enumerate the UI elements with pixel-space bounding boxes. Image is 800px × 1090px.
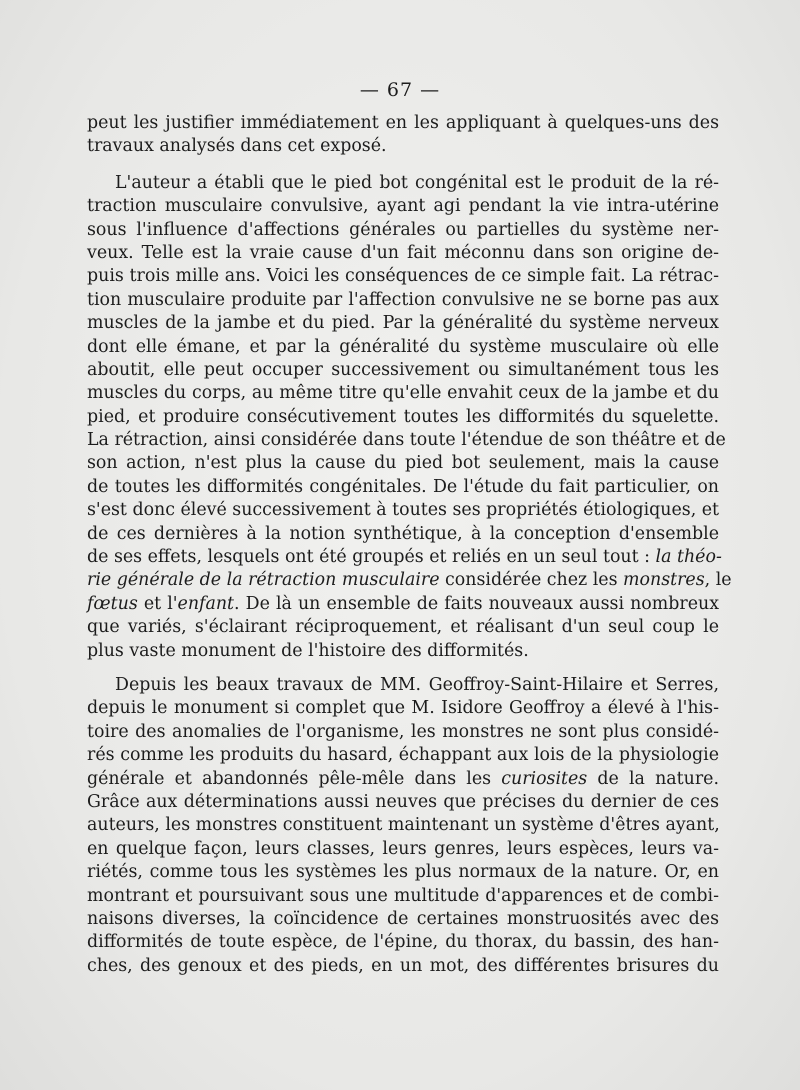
text-line: veux. Telle est la vraie cause d'un fait méconnu dans son origine de- <box>87 242 719 263</box>
text-line: toire des anomalies de l'organisme, les monstres ne sont plus considé- <box>87 721 719 742</box>
text-line <box>87 593 719 616</box>
text-segment: considérée chez les <box>439 570 624 591</box>
text-segment: et l' <box>137 593 178 614</box>
italic-term: la théo- <box>655 547 722 568</box>
text-segment: , le <box>704 570 732 591</box>
italic-term: monstres <box>623 570 705 591</box>
text-line: puis trois mille ans. Voici les conséquences de ce simple fait. La rétrac- <box>87 266 719 287</box>
text-segment: . De là un ensemble de faits nouveaux aussi nombreux <box>234 593 720 614</box>
text-line: s'est donc élevé successivement à toutes ses propriétés étiologiques, et <box>87 500 720 521</box>
paragraph-2 <box>87 172 732 663</box>
text-line: de toutes les difformités congénitales. De l'étude du fait particulier, on <box>87 476 719 497</box>
text-line <box>87 768 719 791</box>
text-line: riétés, comme tous les systèmes les plus normaux de la nature. Or, en <box>87 862 719 883</box>
text-line <box>87 569 732 592</box>
text-line: aboutit, elle peut occuper successivement ou simultanément tous les <box>87 359 719 380</box>
text-line: traction musculaire convulsive, ayant agi pendant la vie intra-utérine <box>87 196 719 217</box>
text-line: L'auteur a établi que le pied bot congénital est le produit de la ré- <box>115 172 719 193</box>
text-line <box>87 546 722 569</box>
paragraph-3 <box>87 674 719 978</box>
text-line: travaux analysés dans cet exposé. <box>87 136 387 157</box>
text-line: montrant et poursuivant sous une multitude d'apparences et de combi- <box>87 885 719 906</box>
text-line: son action, n'est plus la cause du pied bot seulement, mais la cause <box>87 453 719 474</box>
text-line: muscles du corps, au même titre qu'elle envahit ceux de la jambe et du <box>87 383 719 404</box>
text-line: ches, des genoux et des pieds, en un mot, des différentes brisures du <box>87 955 719 976</box>
text-segment: de ses effets, lesquels ont été groupés et reliés en un seul tout : <box>87 547 650 568</box>
text-line: dont elle émane, et par la généralité du système musculaire où elle <box>87 336 719 357</box>
text-line: muscles de la jambe et du pied. Par la généralité du système nerveux <box>87 313 719 334</box>
text-line: difformités de toute espèce, de l'épine, du thorax, du bassin, des han- <box>87 932 719 953</box>
text-line: La rétraction, ainsi considérée dans toute l'étendue de son théâtre et de <box>87 430 726 451</box>
italic-term: curiosites <box>501 768 588 789</box>
text-line: peut les justifier immédiatement en les appliquant à quelques-uns des <box>87 113 719 133</box>
text-line: de ces dernières à la notion synthétique, à la conception d'ensemble <box>87 523 719 544</box>
text-line: depuis le monument si complet que M. Isidore Geoffroy a élevé à l'his- <box>87 698 719 719</box>
body-text <box>87 112 732 978</box>
paragraph-1 <box>87 112 719 159</box>
text-line: rés comme les produits du hasard, échappant aux lois de la physiologie <box>87 745 719 766</box>
text-line: que variés, s'éclairant réciproquement, et réalisant d'un seul coup le <box>87 617 719 638</box>
text-line: pied, et produire consécutivement toutes les difformités du squelette. <box>87 406 719 427</box>
text-segment: générale et abandonnés pêle-mêle dans les <box>87 768 492 789</box>
italic-term: enfant <box>177 593 235 614</box>
text-line: naisons diverses, la coïncidence de certaines monstruosités avec des <box>87 908 719 929</box>
text-line: en quelque façon, leurs classes, leurs genres, leurs espèces, leurs va- <box>87 838 719 859</box>
text-line: plus vaste monument de l'histoire des difformités. <box>87 640 529 661</box>
page-number: — 67 — <box>359 79 441 101</box>
italic-term: rie générale de la rétraction musculaire <box>87 570 440 591</box>
text-line: sous l'influence d'affections générales ou partielles du système ner- <box>87 219 719 240</box>
text-line: Grâce aux déterminations aussi neuves que précises du dernier de ces <box>87 791 719 812</box>
text-line: Depuis les beaux travaux de MM. Geoffroy-Saint-Hilaire et Serres, <box>115 674 719 695</box>
text-line: tion musculaire produite par l'affection convulsive ne se borne pas aux <box>87 289 719 310</box>
text-line: auteurs, les monstres constituent maintenant un système d'êtres ayant, <box>87 815 720 836</box>
italic-term: fœtus <box>87 593 138 614</box>
text-segment: de la nature. <box>587 768 719 789</box>
